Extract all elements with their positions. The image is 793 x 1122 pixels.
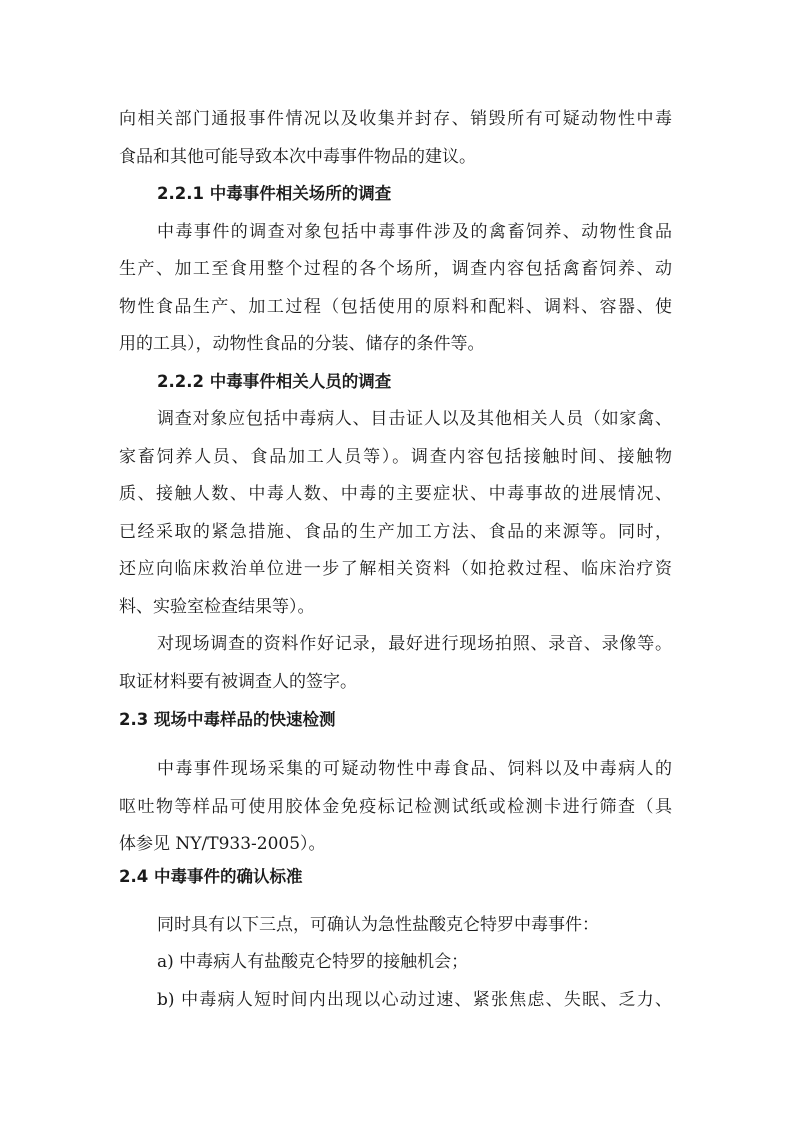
paragraph-line: 料、实验室检查结果等）。 [119, 597, 315, 617]
list-item: a) 中毒病人有盐酸克仑特罗的接触机会； [157, 952, 469, 972]
paragraph-line: 对现场调查的资料作好记录，最好进行现场拍照、录音、录像等。 [157, 634, 672, 654]
paragraph-line: 调查对象应包括中毒病人、目击证人以及其他相关人员（如家禽、 [157, 409, 672, 429]
paragraph-line: 中毒事件的调查对象包括中毒事件涉及的禽畜饲养、动物性食品 [157, 222, 672, 242]
list-item: b) 中毒病人短时间内出现以心动过速、紧张焦虑、失眠、乏力、 [157, 990, 672, 1010]
paragraph-line: 还应向临床救治单位进一步了解相关资料（如抢救过程、临床治疗资 [119, 559, 672, 579]
section-heading-2-4: 2.4 中毒事件的确认标准 [119, 867, 303, 886]
paragraph-line: 同时具有以下三点，可确认为急性盐酸克仑特罗中毒事件： [157, 915, 599, 935]
paragraph-line: 体参见 NY/T933-2005）。 [119, 834, 326, 854]
section-heading-2-3: 2.3 现场中毒样品的快速检测 [119, 710, 336, 729]
paragraph-line: 中毒事件现场采集的可疑动物性中毒食品、饲料以及中毒病人的 [157, 759, 672, 779]
paragraph-line: 食品和其他可能导致本次中毒事件物品的建议。 [119, 147, 476, 167]
paragraph-line: 用的工具），动物性食品的分装、储存的条件等。 [119, 334, 485, 354]
paragraph-line: 呕吐物等样品可使用胶体金免疫标记检测试纸或检测卡进行筛查（具 [119, 797, 672, 817]
section-heading-2-2-2: 2.2.2 中毒事件相关人员的调查 [157, 372, 392, 391]
paragraph-line: 取证材料要有被调查人的签字。 [119, 672, 357, 692]
paragraph-line: 物性食品生产、加工过程（包括使用的原料和配料、调料、容器、使 [119, 297, 672, 317]
paragraph-line: 家畜饲养人员、食品加工人员等）。调查内容包括接触时间、接触物 [119, 447, 672, 467]
paragraph-line: 生产、加工至食用整个过程的各个场所，调查内容包括禽畜饲养、动 [119, 259, 672, 279]
paragraph-line: 向相关部门通报事件情况以及收集并封存、销毁所有可疑动物性中毒 [119, 109, 672, 129]
paragraph-line: 已经采取的紧急措施、食品的生产加工方法、食品的来源等。同时， [119, 522, 672, 542]
paragraph-line: 质、接触人数、中毒人数、中毒的主要症状、中毒事故的进展情况、 [119, 484, 672, 504]
section-heading-2-2-1: 2.2.1 中毒事件相关场所的调查 [157, 184, 392, 203]
